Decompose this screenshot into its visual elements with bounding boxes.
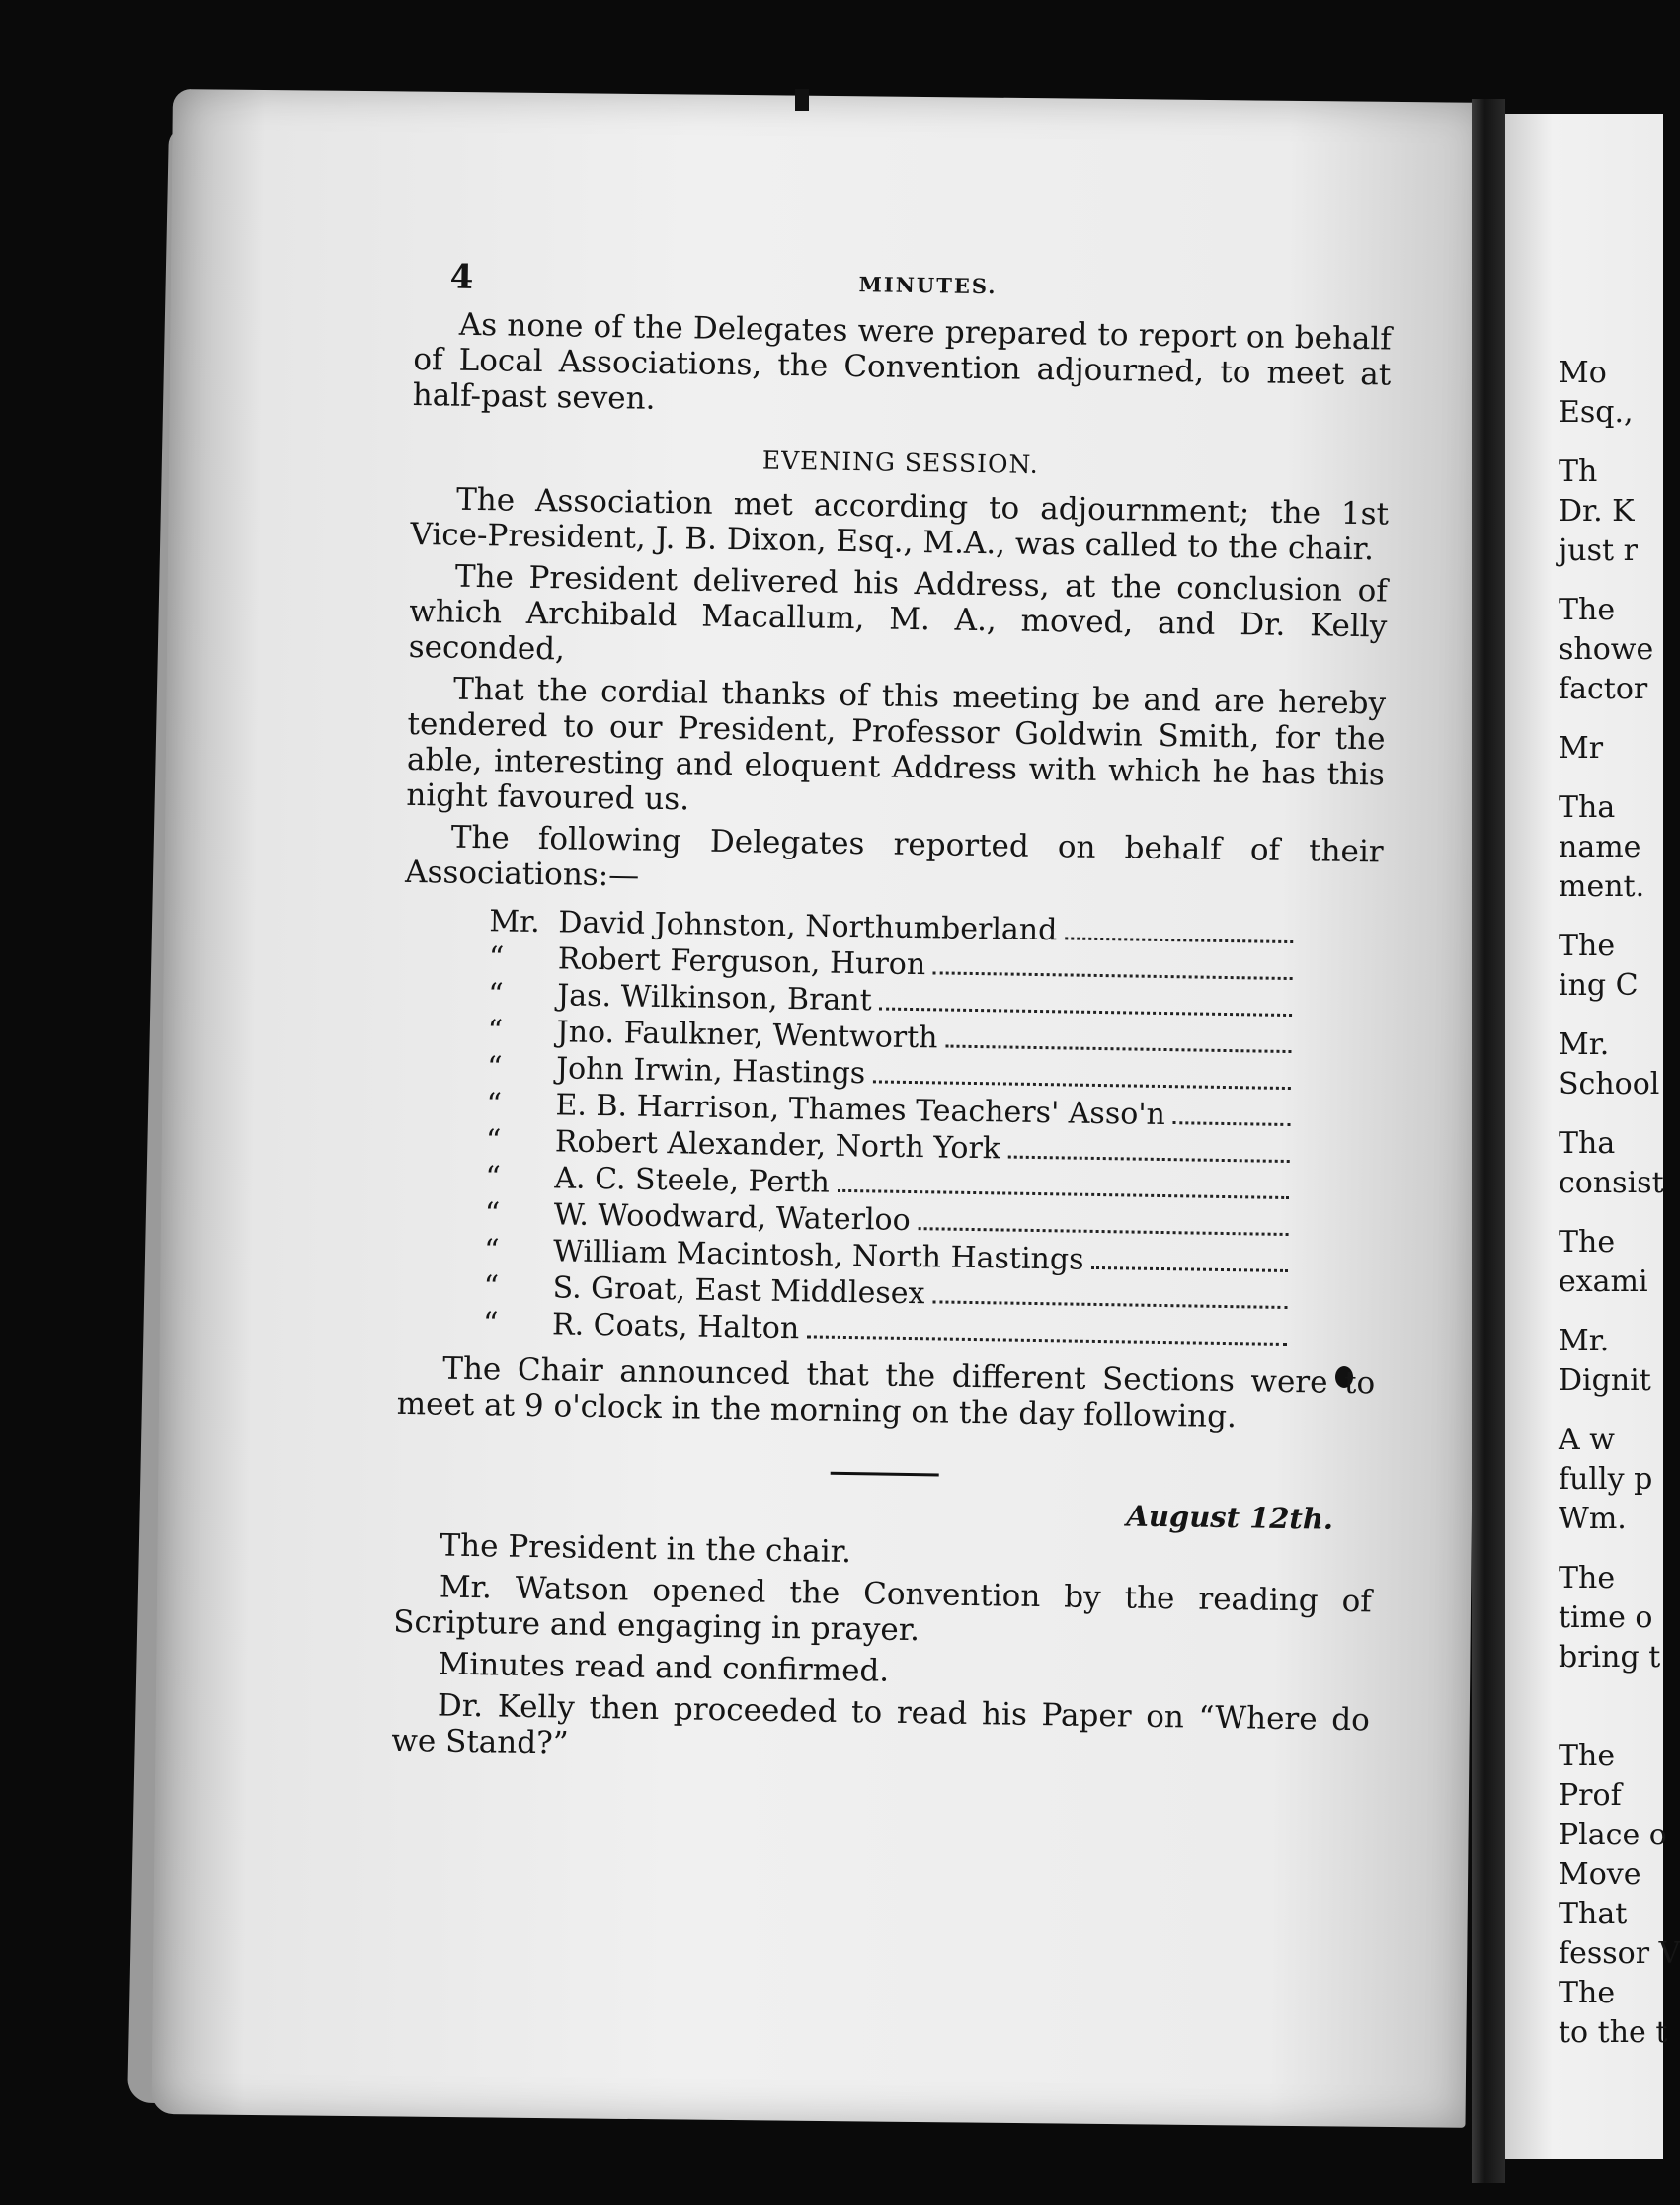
facing-page-fragment: to the t — [1559, 2015, 1668, 2050]
dot-leader — [919, 1226, 1289, 1236]
delegate-name: R. Coats, Halton — [551, 1307, 800, 1347]
facing-page-fragment: time o — [1559, 1600, 1653, 1635]
facing-page-fragment: Th — [1559, 454, 1598, 489]
dot-leader — [1173, 1120, 1291, 1126]
delegates-intro: The following Delegates reported on behalf of their Associations:— — [404, 819, 1384, 894]
facing-page-fragment: The — [1559, 1561, 1616, 1595]
delegate-prefix: “ — [485, 1123, 502, 1159]
dot-leader — [932, 1299, 1287, 1309]
resolution-paragraph: That the cordial thanks of this meeting be and are hereby tendered to our President, Professor Goldwin Smith, for the able, interesting and eloquent Address with which he has this night favoured us. — [406, 671, 1387, 818]
session-paragraph: The Association met according to adjournment; the 1st Vice-President, J. B. Dixon, Esq., M.A., was called to the chair. — [410, 481, 1390, 568]
facing-page-fragment: fessor V — [1559, 1936, 1680, 1971]
delegate-prefix: “ — [487, 1014, 504, 1049]
evening-session-heading: EVENING SESSION. — [761, 446, 1039, 479]
facing-page-fragment: Wm. — [1559, 1502, 1627, 1536]
facing-page-fragment: exami — [1559, 1265, 1648, 1299]
delegate-name: John Irwin, Hastings — [555, 1051, 866, 1092]
delegate-name: A. C. Steele, Perth — [554, 1161, 831, 1200]
delegate-name: Jas. Wilkinson, Brant — [556, 978, 872, 1019]
facing-page-fragment: Prof — [1559, 1778, 1622, 1813]
facing-page-fragment: ing C — [1559, 968, 1639, 1003]
delegate-name: E. B. Harrison, Thames Teachers' Asso'n — [555, 1088, 1166, 1133]
session-closing: The Chair announced that the different Sections were to meet at 9 o'clock in the morning on the day following. — [396, 1350, 1376, 1435]
facing-page-fragment: ment. — [1559, 869, 1645, 904]
minutes-paragraph: Minutes read and confirmed. — [438, 1646, 890, 1689]
page-number: 4 — [449, 257, 474, 297]
dot-leader — [933, 970, 1293, 980]
delegate-name: David Johnston, Northumberland — [558, 905, 1058, 948]
facing-page-fragment: fully p — [1559, 1462, 1653, 1497]
dot-leader — [1091, 1266, 1288, 1272]
delegate-prefix: “ — [482, 1306, 499, 1342]
facing-page-fragment: Mr — [1559, 731, 1604, 766]
facing-page-fragment: Mo — [1559, 356, 1607, 390]
delegate-prefix: “ — [486, 1087, 503, 1122]
delegate-prefix: “ — [488, 940, 505, 976]
delegate-name: S. Groat, East Middlesex — [552, 1270, 925, 1312]
dot-leader — [880, 1006, 1293, 1017]
dot-leader — [838, 1188, 1289, 1199]
binding-mark — [795, 89, 809, 111]
delegate-prefix: “ — [486, 1050, 503, 1086]
delegate-name: Robert Ferguson, Huron — [557, 941, 926, 983]
facing-page-fragment: factor — [1559, 672, 1648, 706]
facing-page-fragment: That — [1559, 1897, 1628, 1931]
facing-page-fragment: just r — [1559, 533, 1638, 568]
delegate-prefix: “ — [488, 977, 504, 1013]
facing-page-fragment: Move — [1559, 1857, 1641, 1892]
facing-page-fragment: showe — [1559, 632, 1654, 667]
page-text-block — [391, 257, 1393, 1773]
dot-leader — [1065, 936, 1293, 943]
facing-page-fragment: Place o — [1559, 1818, 1667, 1852]
facing-page-fragment: The — [1559, 1225, 1616, 1260]
facing-page-fragment: The — [1559, 929, 1616, 963]
facing-page-fragment: name — [1559, 830, 1641, 864]
delegate-name: W. Woodward, Waterloo — [553, 1197, 911, 1238]
dot-leader — [807, 1334, 1287, 1346]
facing-page-fragment: Tha — [1559, 790, 1616, 825]
facing-page-fragment: Mr. — [1559, 1324, 1610, 1358]
session-date: August 12th. — [1126, 1499, 1334, 1536]
delegate-prefix: “ — [483, 1233, 500, 1268]
facing-page-fragment: Dr. K — [1559, 494, 1635, 529]
minutes-paragraph: The President in the chair. — [440, 1527, 852, 1571]
facing-page-fragment: School — [1559, 1067, 1660, 1102]
running-title: MINUTES. — [858, 272, 998, 299]
opening-paragraph: As none of the Delegates were prepared to report on behalf of Local Associations, the Convention adjourned, to meet at half-past seven. — [412, 306, 1393, 417]
minutes-paragraph: Mr. Watson opened the Convention by the reading of Scripture and engaging in prayer. — [393, 1569, 1373, 1649]
facing-page-fragment: Tha — [1559, 1126, 1616, 1161]
delegate-name: William Macintosh, North Hastings — [552, 1234, 1084, 1277]
section-rule — [831, 1472, 939, 1477]
session-paragraph: The President delivered his Address, at the conclusion of which Archibald Macallum, M. A., moved, and Dr. Kelly seconded, — [408, 558, 1389, 668]
facing-page-fragment: Dignit — [1559, 1363, 1651, 1398]
delegate-name: Jno. Faulkner, Wentworth — [556, 1015, 938, 1056]
delegate-prefix: Mr. — [489, 904, 541, 940]
facing-page-fragment: consist — [1559, 1166, 1664, 1200]
delegate-prefix: “ — [485, 1160, 501, 1195]
facing-page-fragment: The — [1559, 1739, 1616, 1773]
facing-page-fragment: A w — [1559, 1423, 1615, 1457]
facing-page-fragment: bring t — [1559, 1640, 1661, 1674]
dot-leader — [1008, 1155, 1290, 1163]
book-gutter — [1472, 99, 1505, 2183]
delegate-list — [398, 902, 1383, 1355]
facing-page-fragment: Esq., — [1559, 395, 1634, 430]
facing-page-fragment: Mr. — [1559, 1027, 1610, 1062]
delegate-prefix: “ — [483, 1269, 500, 1305]
delegate-name: Robert Alexander, North York — [554, 1124, 1001, 1167]
facing-page-fragment: The — [1559, 1976, 1616, 2010]
delegate-prefix: “ — [484, 1196, 501, 1232]
facing-page-fragment: The — [1559, 593, 1616, 627]
dot-leader — [945, 1044, 1291, 1053]
minutes-paragraph: Dr. Kelly then proceeded to read his Paper on “Where do we Stand?” — [391, 1687, 1371, 1761]
dot-leader — [873, 1079, 1291, 1090]
